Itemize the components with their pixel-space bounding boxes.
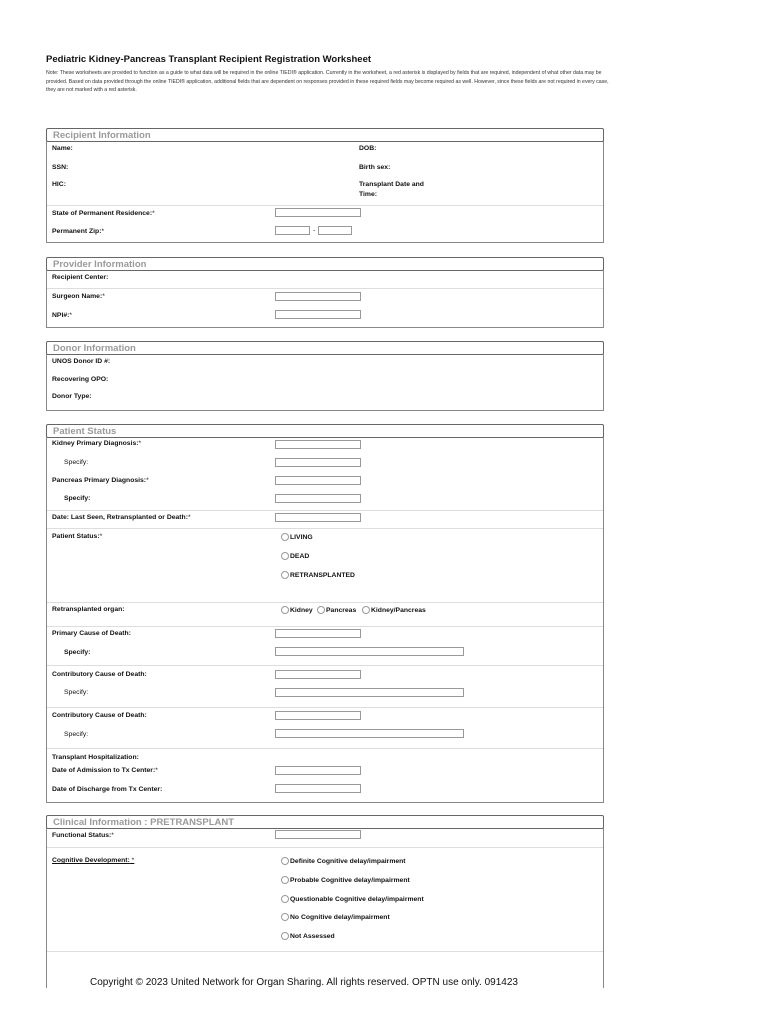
functional-status-label: Functional Status:* <box>52 832 114 839</box>
birth-sex-label: Birth sex: <box>359 164 391 171</box>
donor-heading: Donor Information <box>53 343 136 354</box>
divider <box>47 528 603 529</box>
primary-cod-label: Primary Cause of Death: <box>52 630 131 637</box>
divider <box>47 707 603 708</box>
kidney-dx-input[interactable] <box>275 440 361 449</box>
date-seen-input[interactable] <box>275 513 361 522</box>
radio-circle-icon <box>281 876 289 884</box>
donor-section-header <box>46 341 604 355</box>
radio-circle-icon <box>281 571 289 579</box>
radio-circle-icon <box>281 552 289 560</box>
cognitive-not-assessed-radio[interactable]: Not Assessed <box>281 932 335 940</box>
radio-circle-icon <box>281 606 289 614</box>
recipient-section-header <box>46 128 604 142</box>
contrib-cod-2-specify-label: Specify: <box>64 731 89 738</box>
divider <box>47 288 603 289</box>
radio-circle-icon <box>281 857 289 865</box>
radio-circle-icon <box>281 533 289 541</box>
pancreas-dx-specify-label: Specify: <box>64 495 91 502</box>
primary-cod-specify-label: Specify: <box>64 649 91 656</box>
divider <box>47 665 603 666</box>
transplant-date-label-2: Time: <box>359 191 378 198</box>
patient-status-label: Patient Status:* <box>52 533 103 540</box>
hospitalization-label: Transplant Hospitalization: <box>52 754 139 761</box>
divider <box>47 602 603 603</box>
cognitive-none-radio[interactable]: No Cognitive delay/impairment <box>281 913 390 921</box>
surgeon-label: Surgeon Name:* <box>52 293 105 300</box>
retx-organ-label: Retransplanted organ: <box>52 606 125 613</box>
dob-label: DOB: <box>359 145 377 152</box>
cognitive-probable-radio[interactable]: Probable Cognitive delay/impairment <box>281 876 410 884</box>
npi-label: NPI#:* <box>52 312 73 319</box>
kidney-pancreas-radio[interactable]: Kidney/Pancreas <box>362 606 426 614</box>
worksheet-note: Note: These worksheets are provided to function as a guide to what data will be required in the online TIEDI® application. Currently in the worksheet, a red asterisk is displayed by fields that are required, independent of what other data may be provided. Based on data provided through the online TIEDI® application, additional fields that are dependent on responses provided in these required fields may become required as well. However, since these fields are not required in every case, they are not marked with a red asterisk. <box>46 70 609 94</box>
donor-type-label: Donor Type: <box>52 393 92 400</box>
radio-circle-icon <box>281 932 289 940</box>
divider <box>47 510 603 511</box>
kidney-dx-specify-input[interactable] <box>275 458 361 467</box>
contrib-cod-1-specify-input[interactable] <box>275 688 464 697</box>
cognitive-definite-radio[interactable]: Definite Cognitive delay/impairment <box>281 857 406 865</box>
pancreas-dx-specify-input[interactable] <box>275 494 361 503</box>
state-input[interactable] <box>275 208 361 217</box>
dead-radio[interactable]: DEAD <box>281 552 309 560</box>
status-heading: Patient Status <box>53 426 117 437</box>
contrib-cod-2-label: Contributory Cause of Death: <box>52 712 147 719</box>
transplant-date-label-1: Transplant Date and <box>359 181 424 188</box>
radio-circle-icon <box>317 606 325 614</box>
npi-input[interactable] <box>275 310 361 319</box>
contrib-cod-1-label: Contributory Cause of Death: <box>52 671 147 678</box>
date-seen-label: Date: Last Seen, Retransplanted or Death:* <box>52 514 191 521</box>
primary-cod-specify-input[interactable] <box>275 647 464 656</box>
recovering-opo-label: Recovering OPO: <box>52 376 109 383</box>
radio-circle-icon <box>281 913 289 921</box>
status-section-header <box>46 424 604 438</box>
divider <box>47 847 603 848</box>
zip-ext-input[interactable] <box>318 226 352 235</box>
donor-id-label: UNOS Donor ID #: <box>52 358 111 365</box>
cognitive-label[interactable]: Cognitive Development: * <box>52 857 135 864</box>
functional-status-input[interactable] <box>275 830 361 839</box>
discharge-label: Date of Discharge from Tx Center: <box>52 786 163 793</box>
hic-label: HIC: <box>52 181 66 188</box>
divider <box>47 626 603 627</box>
donor-section <box>46 354 604 411</box>
name-label: Name: <box>52 145 73 152</box>
kidney-dx-label: Kidney Primary Diagnosis:* <box>52 440 142 447</box>
provider-heading: Provider Information <box>53 259 147 270</box>
primary-cod-input[interactable] <box>275 629 361 638</box>
retransplanted-radio[interactable]: RETRANSPLANTED <box>281 571 355 579</box>
divider <box>47 748 603 749</box>
ssn-label: SSN: <box>52 164 69 171</box>
provider-section-header <box>46 257 604 271</box>
contrib-cod-1-specify-label: Specify: <box>64 689 89 696</box>
page-title: Pediatric Kidney-Pancreas Transplant Recipient Registration Worksheet <box>46 54 372 65</box>
pancreas-radio[interactable]: Pancreas <box>317 606 356 614</box>
radio-circle-icon <box>281 895 289 903</box>
zip-label: Permanent Zip:* <box>52 228 105 235</box>
living-radio[interactable]: LIVING <box>281 533 313 541</box>
clinical-heading: Clinical Information : PRETRANSPLANT <box>53 817 235 828</box>
admission-label: Date of Admission to Tx Center:* <box>52 767 158 774</box>
surgeon-input[interactable] <box>275 292 361 301</box>
divider <box>47 951 603 952</box>
clinical-section-header <box>46 815 604 829</box>
admission-input[interactable] <box>275 766 361 775</box>
state-label: State of Permanent Residence:* <box>52 210 155 217</box>
recipient-heading: Recipient Information <box>53 130 151 141</box>
radio-circle-icon <box>362 606 370 614</box>
zip-dash: - <box>313 227 316 234</box>
contrib-cod-1-input[interactable] <box>275 670 361 679</box>
pancreas-dx-input[interactable] <box>275 476 361 485</box>
recipient-center-label: Recipient Center: <box>52 274 109 281</box>
kidney-radio[interactable]: Kidney <box>281 606 313 614</box>
divider <box>47 205 603 206</box>
contrib-cod-2-input[interactable] <box>275 711 361 720</box>
zip-input[interactable] <box>275 226 310 235</box>
pancreas-dx-label: Pancreas Primary Diagnosis:* <box>52 477 149 484</box>
clinical-section <box>46 828 604 988</box>
discharge-input[interactable] <box>275 784 361 793</box>
copyright-footer: Copyright © 2023 United Network for Organ Sharing. All rights reserved. OPTN use only. 091423 <box>90 977 518 988</box>
kidney-dx-specify-label: Specify: <box>64 459 89 466</box>
cognitive-questionable-radio[interactable]: Questionable Cognitive delay/impairment <box>281 895 424 903</box>
contrib-cod-2-specify-input[interactable] <box>275 729 464 738</box>
